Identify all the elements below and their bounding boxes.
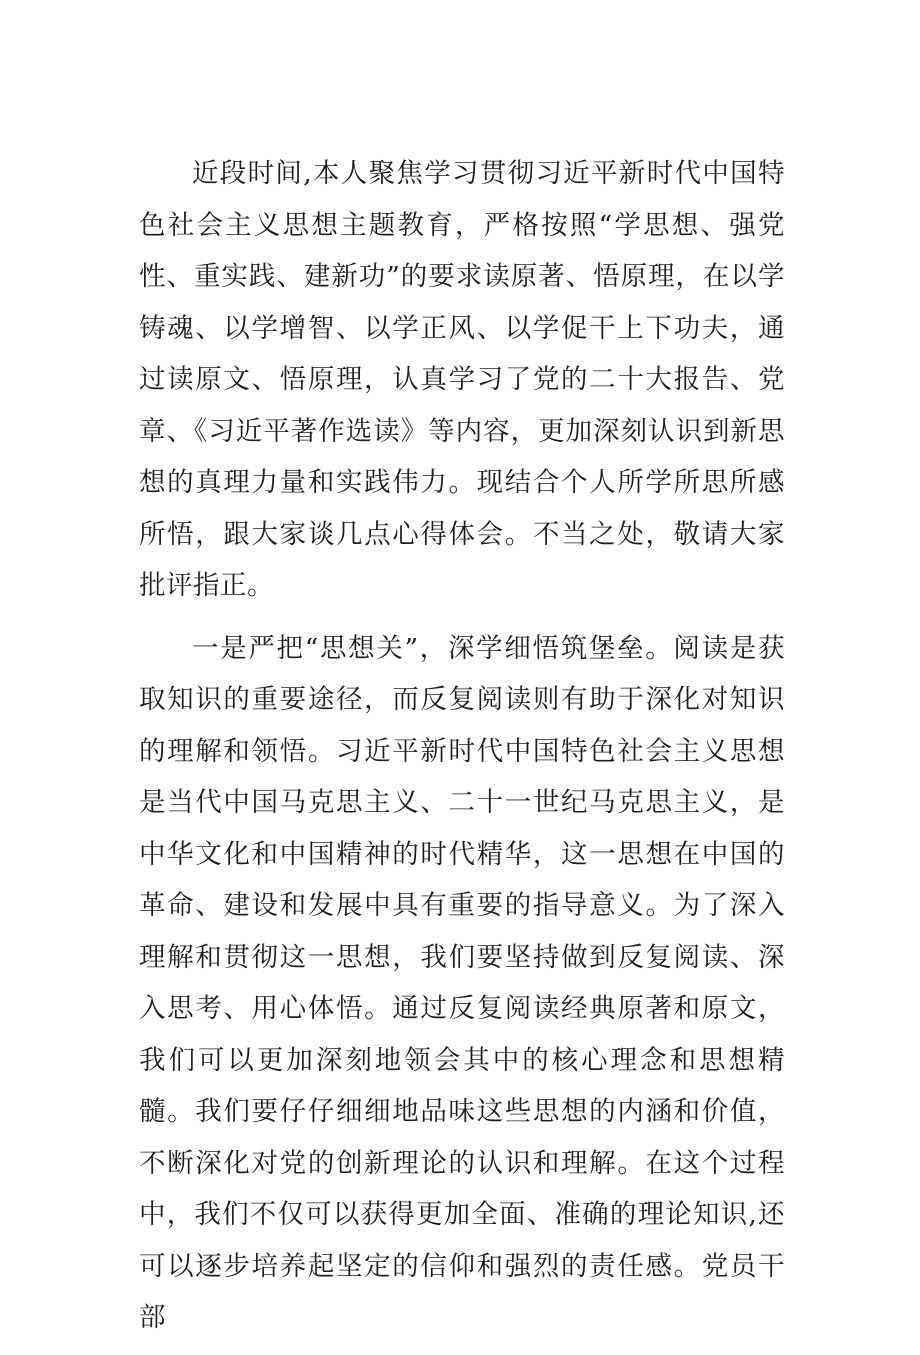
paragraph-intro: 近段时间,本人聚焦学习贯彻习近平新时代中国特色社会主义思想主题教育，严格按照“学思想、强党性、重实践、建新功”的要求读原著、悟原理，在以学铸魂、以学增智、以学正风、以学促干上下功夫，通过读原文、悟原理，认真学习了党的二十大报告、党章、《习近平著作选读》等内容，更加深刻认识到新思想的真理力量和实践伟力。现结合个人所学所思所感所悟，跟大家谈几点心得体会。不当之处，敬请大家批评指正。 [139, 158, 785, 601]
document-body [139, 148, 785, 1355]
paragraph-point-one: 一是严把“思想关”，深学细悟筑堡垒。阅读是获取知识的重要途径，而反复阅读则有助于深化对知识的理解和领悟。习近平新时代中国特色社会主义思想是当代中国马克思主义、二十一世纪马克思主义，是中华文化和中国精神的时代精华，这一思想在中国的革命、建设和发展中具有重要的指导意义。为了深入理解和贯彻这一思想，我们要坚持做到反复阅读、深入思考、用心体悟。通过反复阅读经典原著和原文，我们可以更加深刻地领会其中的核心理念和思想精髓。我们要仔仔细细地品味这些思想的内涵和价值，不断深化对党的创新理论的认识和理解。在这个过程中，我们不仅可以获得更加全面、准确的理论知识,还可以逐步培养起坚定的信仰和强烈的责任感。党员干部 [139, 632, 785, 1333]
